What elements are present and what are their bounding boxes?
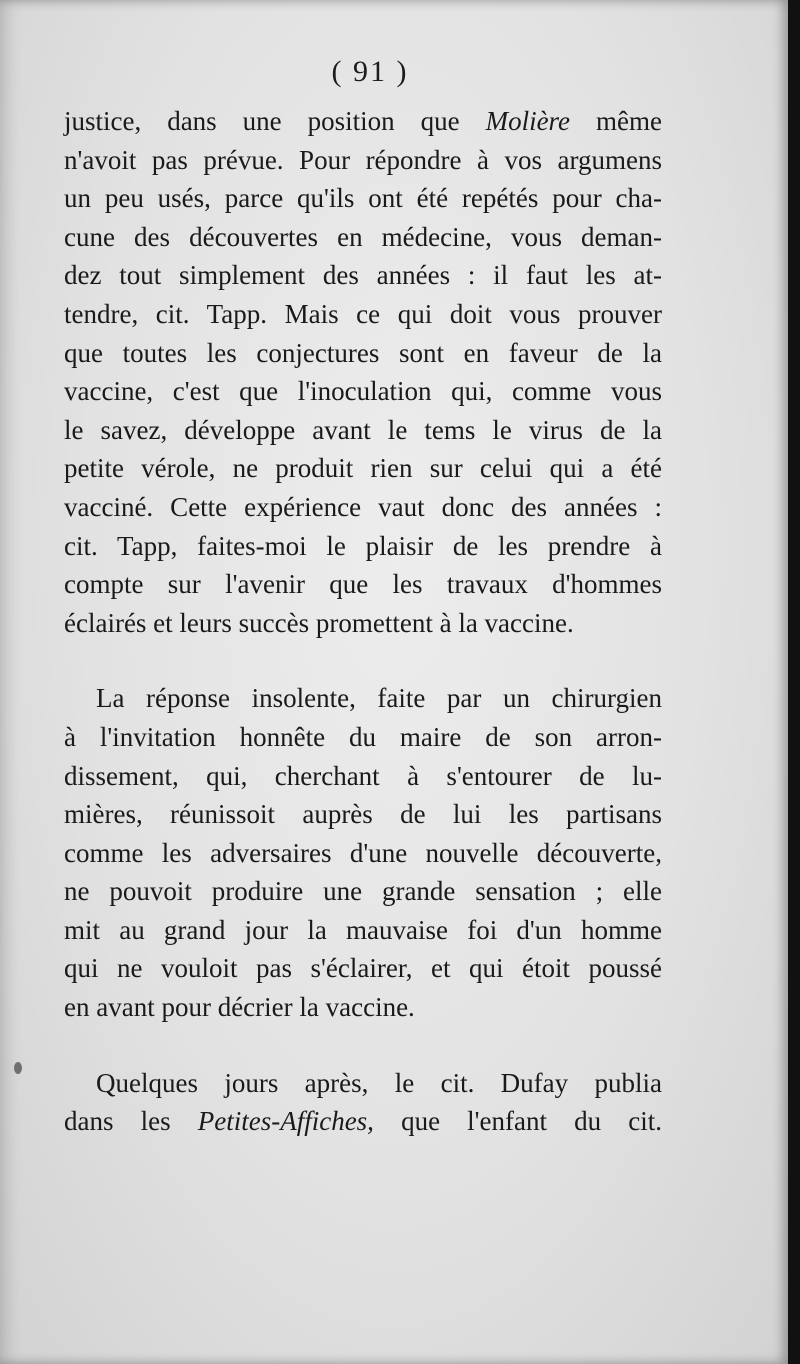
page-edge-shadow [788,0,800,1364]
text-line: éclairés et leurs succès promettent à la vaccine. [64,607,574,638]
text-line: vaccine, c'est que l'inoculation qui, comme vous [64,376,662,407]
text-line: vacciné. Cette expérience vaut donc des années : [64,491,662,522]
text-line: compte sur l'avenir que les travaux d'hommes [64,569,662,600]
text-line: qui ne vouloit pas s'éclairer, et qui étoit poussé [64,953,662,984]
page-body [64,102,662,1141]
paragraph-gap [64,642,662,679]
text-line: cune des découvertes en médecine, vous deman- [64,221,662,252]
text-line: que toutes les conjectures sont en faveur de la [64,337,662,368]
text-line: à l'invitation honnête du maire de son arron- [64,721,662,752]
text-line: ne pouvoit produire une grande sensation ; elle [64,876,662,907]
text-line: mit au grand jour la mauvaise foi d'un homme [64,914,662,945]
text-line: le savez, développe avant le tems le virus de la [64,414,662,445]
paragraph-1 [64,102,662,642]
text-line: n'avoit pas prévue. Pour répondre à vos argumens [64,144,662,175]
ink-spot [14,1062,22,1074]
text-line: dans les Petites-Affiches, que l'enfant du cit. [64,1106,662,1137]
text-line: un peu usés, parce qu'ils ont été repétés pour cha- [64,183,662,214]
page-number: ( 91 ) [331,55,409,88]
italic-name-moliere: Molière [485,106,571,136]
paragraph-3 [64,1064,662,1141]
text-line: en avant pour décrier la vaccine. [64,992,415,1023]
text-line: petite vérole, ne produit rien sur celui qui a été [64,453,662,484]
paragraph-gap [64,1027,662,1064]
text-line: justice, dans une position que Molière même [64,106,662,136]
text-line: Quelques jours après, le cit. Dufay publia [96,1067,662,1098]
text-line: comme les adversaires d'une nouvelle découverte, [64,837,662,868]
text-line: dez tout simplement des années : il faut les at- [64,260,662,291]
paragraph-2 [64,679,662,1026]
italic-title-petites-affiches: Petites-Affiches, [197,1106,374,1137]
text-line: mières, réunissoit auprès de lui les partisans [64,799,662,830]
text-line: La réponse insolente, faite par un chirurgien [96,683,662,714]
text-line: dissement, qui, cherchant à s'entourer de lu- [64,760,662,791]
text-line: tendre, cit. Tapp. Mais ce qui doit vous prouver [64,298,662,329]
text-line: cit. Tapp, faites-moi le plaisir de les prendre à [64,530,662,561]
